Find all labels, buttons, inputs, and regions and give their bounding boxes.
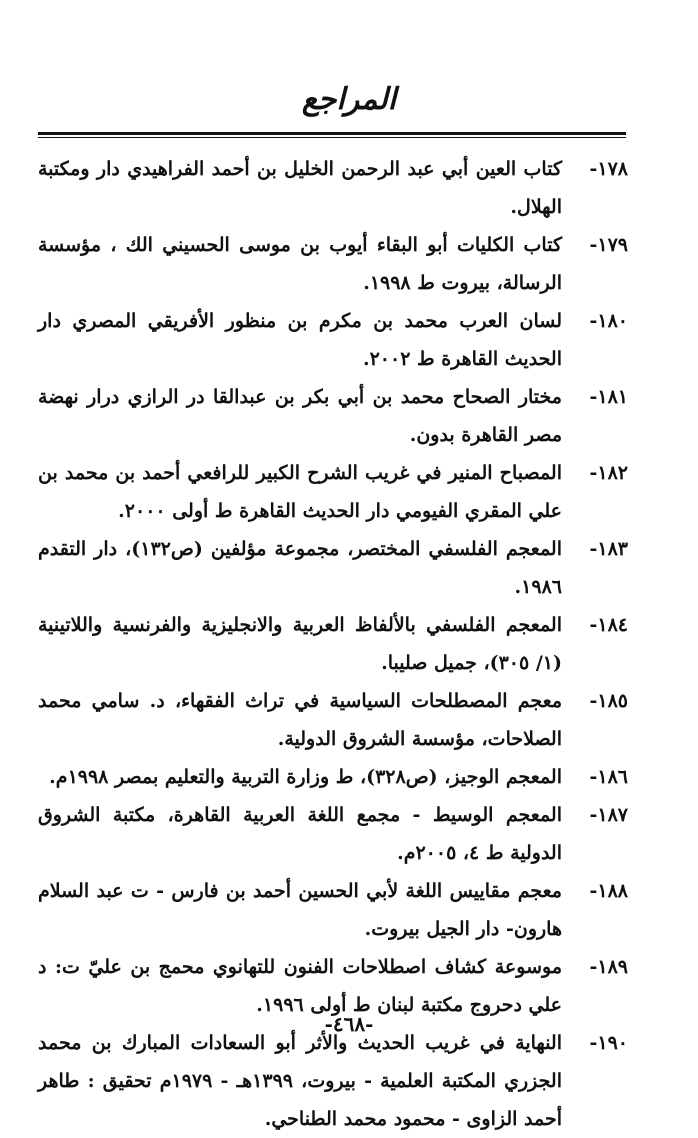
reference-number: ١٨١- [589,386,628,408]
reference-number: ١٩٠- [589,1032,628,1054]
page-number: -٤٦٨- [324,1012,374,1036]
reference-entry [38,530,628,606]
reference-text: المصباح المنير في غريب الشرح الكبير للرافعي أحمد بن محمد بن علي المقري الفيومي دار الحديث القاهرة ط أولى ٢٠٠٠. [38,462,562,522]
reference-number: ١٨٢- [589,462,628,484]
reference-number: ١٨٥- [589,690,628,712]
reference-number: ١٨٩- [589,956,628,978]
reference-text: النهاية في غريب الحديث والأثر أبو السعادات المبارك بن محمد الجزري المكتبة العلمية - بيروت، ١٣٩٩هـ - ١٩٧٩م تحقيق : طاهر أحمد الزاوى - محمود محمد الطناحي. [38,1032,562,1130]
reference-text: كتاب الكليات أبو البقاء أيوب بن موسى الحسيني الك ، مؤسسة الرسالة، بيروت ط ١٩٩٨. [38,234,562,294]
reference-entry [38,796,628,872]
reference-text: كتاب العين أبي عبد الرحمن الخليل بن أحمد الفراهيدي دار ومكتبة الهلال. [38,158,562,218]
reference-text: المعجم الفلسفي بالألفاظ العربية والانجليزية والفرنسية واللاتينية (١/ ٣٠٥)، جميل صليبا. [38,614,562,674]
reference-number: ١٨٦- [589,766,628,788]
reference-text: لسان العرب محمد بن مكرم بن منظور الأفريقي المصري دار الحديث القاهرة ط ٢٠٠٢. [38,310,562,370]
reference-text: مختار الصحاح محمد بن أبي بكر بن عبدالقا در الرازي درار نهضة مصر القاهرة بدون. [38,386,562,446]
reference-entry [38,606,628,682]
reference-number: ١٨٧- [589,804,628,826]
reference-number: ١٧٩- [589,234,628,256]
reference-text: معجم مقاييس اللغة لأبي الحسين أحمد بن فارس - ت عبد السلام هارون- دار الجيل بيروت. [38,880,562,940]
reference-entry [38,378,628,454]
reference-entry [38,682,628,758]
reference-number: ١٨٣- [589,538,629,560]
reference-text: معجم المصطلحات السياسية في تراث الفقهاء، د. سامي محمد الصلاحات، مؤسسة الشروق الدولية. [38,690,562,750]
reference-number: ١٨٤- [589,614,628,636]
page-title: المراجع [301,82,397,117]
reference-text: المعجم الفلسفي المختصر، مجموعة مؤلفين (ص١٣٢)، دار التقدم ١٩٨٦. [38,538,563,598]
header-rule-thick [38,132,626,135]
reference-number: ١٧٨- [589,158,628,180]
reference-number: ١٨٨- [589,880,628,902]
reference-entry [38,150,628,226]
reference-text: المعجم الوسيط - مجمع اللغة العربية القاهرة، مكتبة الشروق الدولية ط ٤، ٢٠٠٥م. [38,804,562,864]
reference-entry [38,226,628,302]
reference-entry [38,302,628,378]
reference-entry [38,872,628,948]
header-rule-thin [38,137,626,138]
references-list [38,150,628,1138]
reference-text: المعجم الوجيز، (ص٣٢٨)، ط وزارة التربية والتعليم بمصر ١٩٩٨م. [49,766,562,788]
reference-entry [38,758,628,796]
reference-text: موسوعة كشاف اصطلاحات الفنون للتهانوي محمج بن عليّ ت: د علي دحروج مكتبة لبنان ط أولى ١٩٩٦. [38,956,562,1016]
reference-entry [38,1024,628,1138]
reference-entry [38,454,628,530]
reference-number: ١٨٠- [589,310,628,332]
